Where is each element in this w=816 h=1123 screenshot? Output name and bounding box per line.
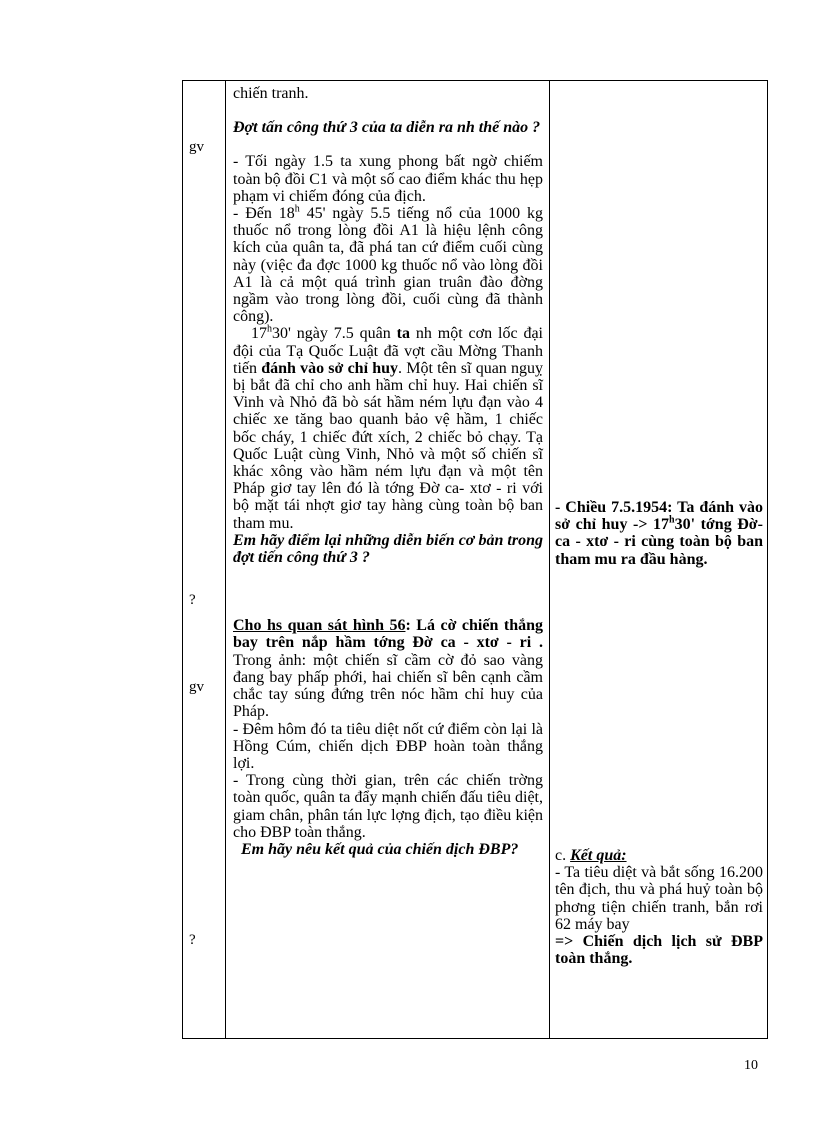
paragraph: 17$^h$30' ngày 7.5 quân ta nh một cơn lốc đại đội của Tạ Quốc Luật đã vợt cầu Mờng Thanh tiến đánh vào sở chỉ huy. Một tên sĩ quan nguỵ bị bắt đã chỉ cho anh hầm chỉ huy. Hai chiến sĩ Vinh và Nhỏ đã bò sát hầm ném lựu đạn vào 4 chiếc xe tăng bao quanh bảo vệ hầm, 1 chiếc bốc cháy, 1 chiếc đứt xích, 2 chiếc bỏ chạy. Tạ Quốc Luật cùng Vinh, Nhỏ và một số chiến sĩ khác xông vào hầm ném lựu đạn và một tên Pháp giơ tay lên đó là tớng Đờ ca- xtơ - ri với bộ mặt tái nhợt giơ tay hàng cùng toàn bộ ban tham mu. [233, 324, 543, 532]
paragraph: - Đến 18$^h$ 45' ngày 5.5 tiếng nổ của 1000 kg thuốc nổ trong lòng đồi A1 là hiệu lệnh công kích của quân ta, đã phá tan cứ điểm cuối cùng này (việc đa đợc 1000 kg thuốc nổ vào lòng đồi A1 là cả một quá trình gian truân đào đờng ngầm vào trong lòng đồi, cuối cùng đã thành công). [233, 203, 543, 326]
paragraph: Cho hs quan sát hình 56: Lá cờ chiến thắng bay trên nắp hầm tớng Đờ ca - xtơ - ri . Trong ảnh: một chiến sĩ cầm cờ đỏ sao vàng đang bay phấp phới, hai chiến sĩ bên cạnh cầm chắc tay súng đứng trên nóc hầm chỉ huy của Pháp. [233, 617, 543, 721]
paragraph: - Đêm hôm đó ta tiêu diệt nốt cứ điểm còn lại là Hồng Cúm, chiến dịch ĐBP hoàn toàn thắng lợi. [233, 720, 543, 772]
note-column [555, 847, 763, 967]
page-number: 10 [744, 1058, 758, 1073]
column-divider [225, 81, 226, 1038]
teacher-label: gv [189, 679, 204, 695]
paragraph: - Tối ngày 1.5 ta xung phong bất ngờ chiếm toàn bộ đồi C1 và một số cao điểm khác thu hẹp phạm vi chiếm đóng của địch. [233, 153, 543, 205]
teacher-label: gv [189, 139, 204, 155]
question: Đợt tấn công thứ 3 của ta diễn ra nh thế nào ? [233, 119, 541, 137]
note-heading: c. Kết quả: [555, 847, 627, 864]
paragraph: - Trong cùng thời gian, trên các chiến trờng toàn quốc, quân ta đẩy mạnh chiến đấu tiêu diệt, giam chân, phân tán lực lợng địch, tạo điều kiện cho ĐBP toàn thắng. [233, 772, 543, 841]
question-mark-label: ? [189, 932, 196, 948]
note: => Chiến dịch lịch sử ĐBP toàn thắng. [555, 933, 763, 968]
note-column [555, 499, 763, 568]
question-mark-label: ? [189, 592, 196, 608]
note: - Chiều 7.5.1954: Ta đánh vào sở chỉ huy -> $17^h30'$ tớng Đờ- ca - xtơ - ri cùng toàn bộ ban tham mu ra đầu hàng. [555, 499, 763, 568]
note: - Ta tiêu diệt và bắt sống 16.200 tên địch, thu và phá huỷ toàn bộ phơng tiện chiến tranh, bắn rơi 62 máy bay [555, 864, 763, 933]
paragraph: chiến tranh. [233, 85, 309, 102]
question: Em hãy nêu kết quả của chiến dịch ĐBP? [241, 840, 519, 858]
lesson-table [182, 80, 768, 1039]
question: Em hãy điểm lại những diễn biến cơ bản trong đợt tiến công thứ 3 ? [233, 531, 543, 567]
column-divider [549, 81, 550, 1038]
content-column [233, 85, 543, 858]
